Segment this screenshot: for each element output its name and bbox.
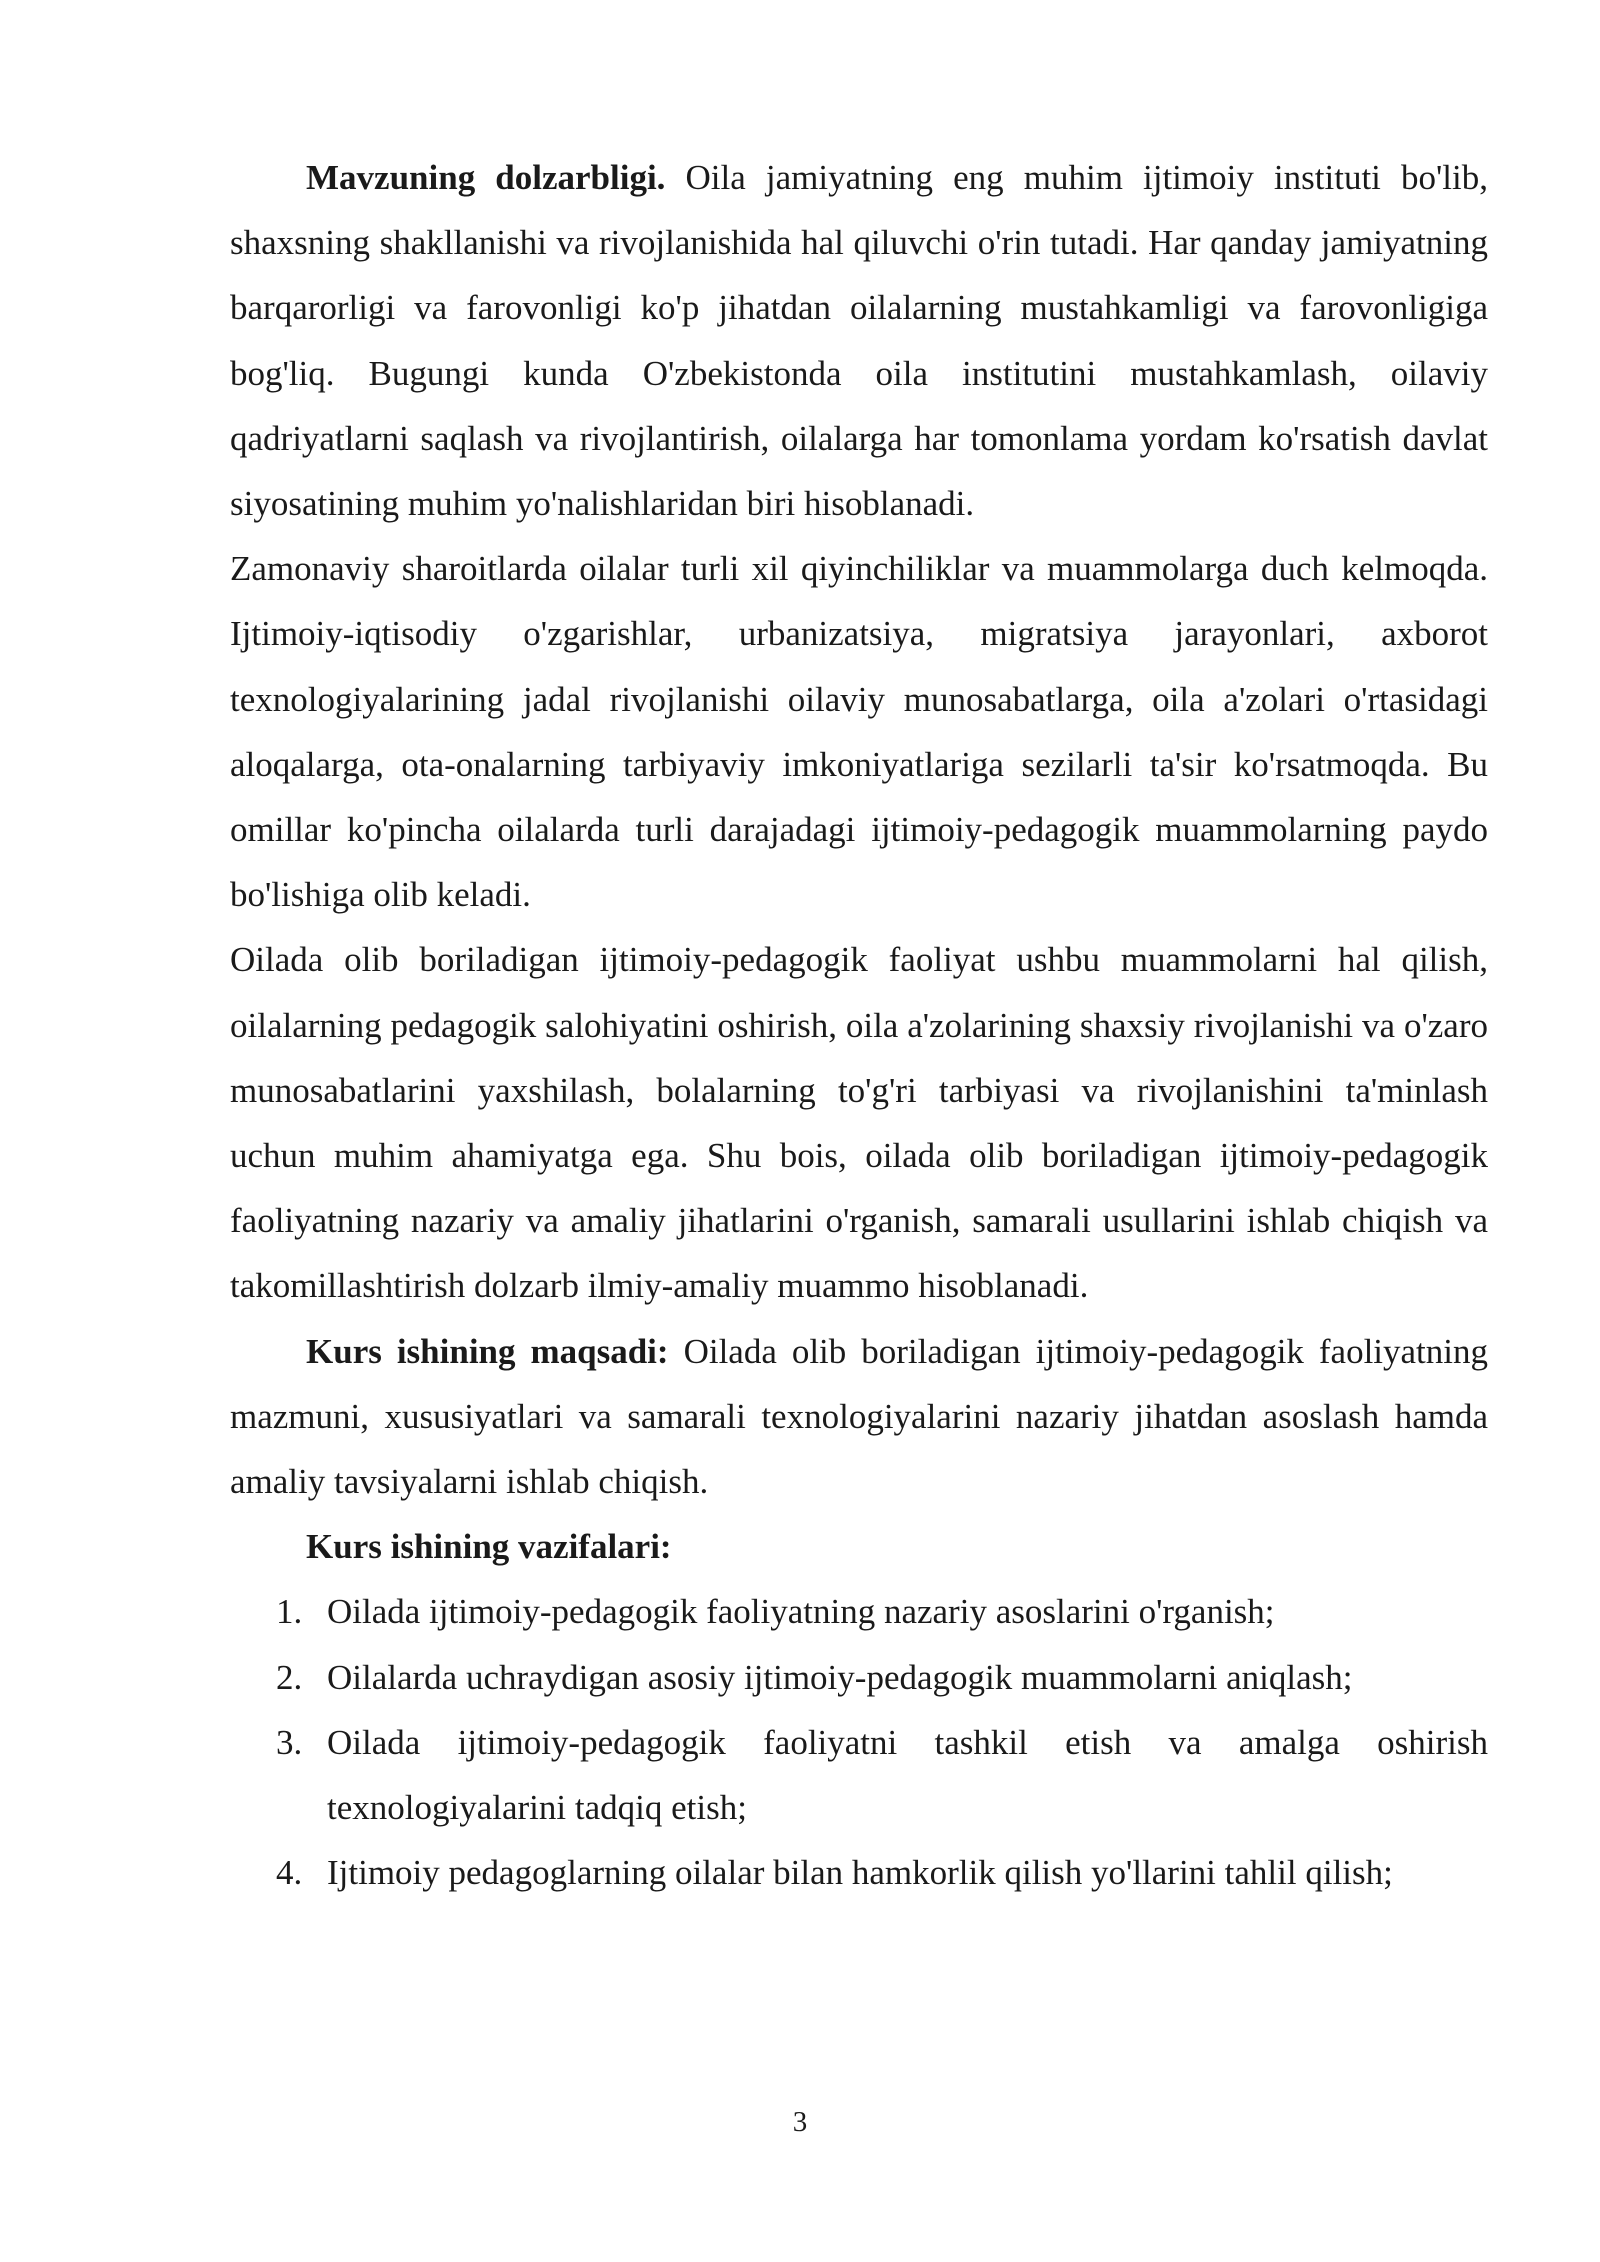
list-item xyxy=(230,1710,1488,1840)
tasks-heading: Kurs ishining vazifalari: xyxy=(306,1527,672,1567)
relevance-heading: Mavzuning dolzarbligi. xyxy=(306,158,666,197)
goal-heading: Kurs ishining maqsadi: xyxy=(306,1331,669,1371)
list-item-text: Oilada ijtimoiy-pedagogik faoliyatning nazariy asoslarini o'rganish; xyxy=(327,1592,1275,1632)
list-item-text: Ijtimoiy pedagoglarning oilalar bilan hamkorlik qilish yo'llarini tahlil qilish; xyxy=(327,1853,1393,1893)
relevance-text: Oila jamiyatning eng muhim ijtimoiy instituti bo'lib, shaxsning shakllanishi va rivojlanishida hal qiluvchi o'rin tutadi. Har qanday jamiyatning barqarorligi va farovonligi ko'p jihatdan oilalarning mustahkamligi va farovonligiga bog'liq. Bugungi kunda O'zbekistonda oila institutini mustahkamlash, oilaviy qadriyatlarni saqlash va rivojlantirish, oilalarga har tomonlama yordam ko'rsatish davlat siyosatining muhim yo'nalishlaridan biri hisoblanadi. xyxy=(230,158,1488,524)
tasks-list xyxy=(230,1579,1488,1905)
list-item xyxy=(230,1645,1488,1710)
list-item-text: Oilada ijtimoiy-pedagogik faoliyatni tashkil etish va amalga oshirish texnologiyalarini tadqiq etish; xyxy=(327,1722,1488,1828)
goal-text: Oilada olib boriladigan ijtimoiy-pedagogik faoliyatning mazmuni, xususiyatlari va samarali texnologiyalarini nazariy jihatdan asoslash hamda amaliy tavsiyalarni ishlab chiqish. xyxy=(230,1331,1489,1502)
challenges-paragraph: Zamonaviy sharoitlarda oilalar turli xil qiyinchiliklar va muammolarga duch kelmoqda. Ijtimoiy-iqtisodiy o'zgarishlar, urbanizatsiya, migratsiya jarayonlari, axborot texnologiyalarining jadal rivojlanishi oilaviy munosabatlarga, oila a'zolari o'rtasidagi aloqalarga, ota-onalarning tarbiyaviy imkoniyatlariga sezilarli ta'sir ko'rsatmoqda. Bu omillar ko'pincha oilalarda turli darajadagi ijtimoiy-pedagogik muammolarning paydo bo'lishiga olib keladi. xyxy=(230,549,1488,915)
list-item-number: 3. xyxy=(276,1722,303,1762)
goal-paragraph xyxy=(230,1319,1488,1515)
tasks-heading-paragraph xyxy=(230,1514,1488,1579)
list-item-number: 4. xyxy=(276,1853,303,1893)
list-item-number: 2. xyxy=(276,1657,303,1697)
list-item-number: 1. xyxy=(276,1592,303,1632)
list-item-text: Oilalarda uchraydigan asosiy ijtimoiy-pedagogik muammolarni aniqlash; xyxy=(327,1657,1353,1697)
page-number: 3 xyxy=(792,2106,808,2138)
list-item xyxy=(230,1579,1488,1644)
activity-paragraph: Oilada olib boriladigan ijtimoiy-pedagogik faoliyat ushbu muammolarni hal qilish, oilalarning pedagogik salohiyatini oshirish, oila a'zolarining shaxsiy rivojlanishi va o'zaro munosabatlarini yaxshilash, bolalarning to'g'ri tarbiyasi va rivojlanishini ta'minlash uchun muhim ahamiyatga ega. Shu bois, oilada olib boriladigan ijtimoiy-pedagogik faoliyatning nazariy va amaliy jihatlarini o'rganish, samarali usullarini ishlab chiqish va takomillashtirish dolzarb ilmiy-amaliy muammo hisoblanadi. xyxy=(230,940,1488,1306)
list-item xyxy=(230,1840,1488,1905)
page-body xyxy=(230,145,1488,1905)
relevance-paragraph xyxy=(230,145,1488,536)
